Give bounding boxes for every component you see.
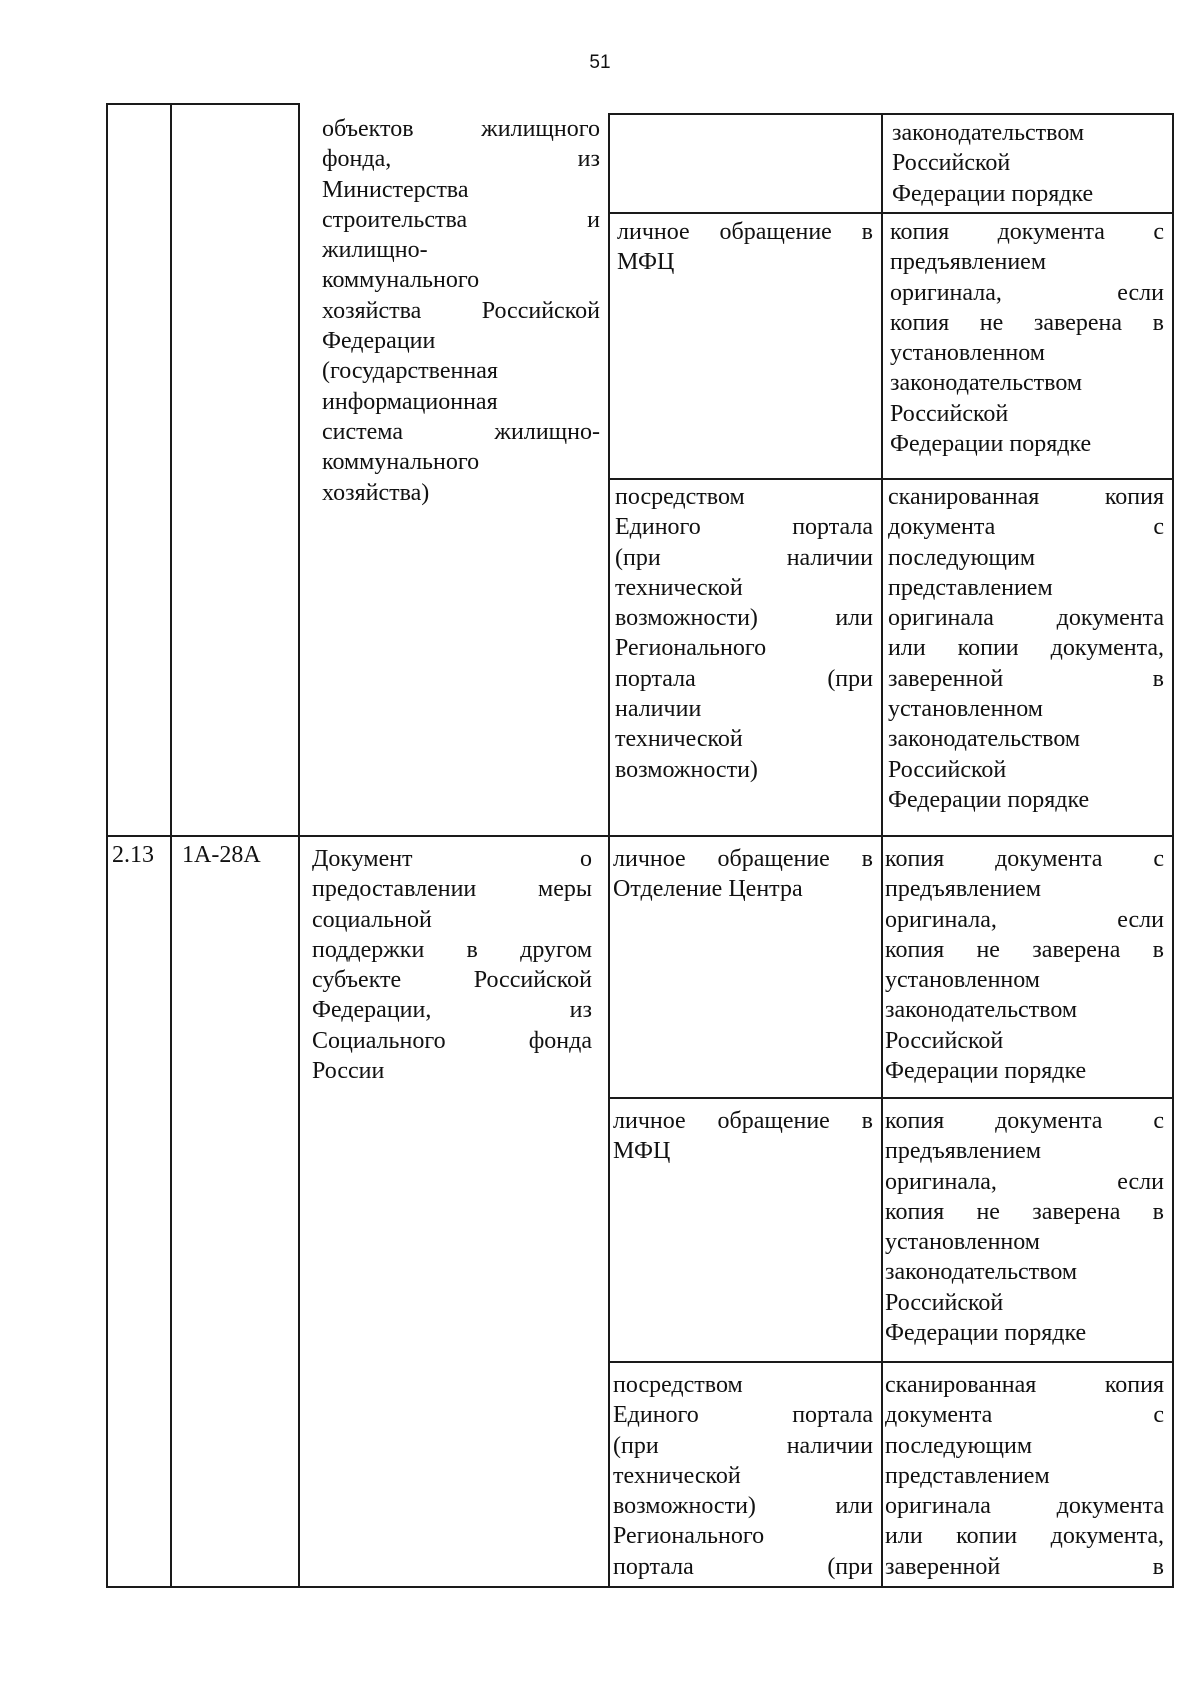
text-line: или копии документа,	[885, 1523, 1164, 1550]
text-line: копия не заверена в	[885, 936, 1164, 963]
text-line: законодательством	[885, 997, 1078, 1024]
text-line: Документ о	[312, 846, 592, 872]
page-number: 51	[589, 52, 611, 73]
text-line: или копии документа,	[888, 635, 1164, 662]
row2-form-1	[885, 844, 1164, 1086]
text-line: Федерации	[322, 328, 436, 355]
text-line: копия документа с	[885, 846, 1164, 872]
text-line: предъявлением	[885, 876, 1042, 903]
text-line: документа с	[885, 1402, 1164, 1429]
text-line: фонда, из	[322, 146, 600, 173]
text-line: технической	[613, 1462, 741, 1489]
text-line: оригинала, если	[885, 906, 1164, 933]
text-line: информационная	[322, 388, 498, 415]
row2-method-2	[613, 1106, 873, 1167]
text-line: сканированная копия	[888, 484, 1164, 510]
text-line: Социального фонда	[312, 1027, 592, 1054]
table-top-border-right	[608, 113, 1174, 115]
row1-method-3	[615, 482, 873, 785]
text-line: Российской	[892, 150, 1011, 177]
text-line: Федерации порядке	[885, 1058, 1087, 1085]
text-line: оригинала, если	[885, 1168, 1164, 1195]
text-line: законодательством	[885, 1259, 1078, 1286]
text-line: Федерации, из	[312, 997, 592, 1024]
text-line: копия документа с	[890, 219, 1164, 245]
text-line: МФЦ	[613, 1138, 671, 1165]
text-line: заверенной в	[885, 1553, 1164, 1580]
table-col-divider-3	[608, 113, 610, 1587]
table-top-border-left	[106, 103, 298, 105]
text-line: коммунального	[322, 267, 480, 294]
text-line: копия не заверена в	[890, 309, 1164, 336]
text-line: личное обращение в	[613, 1108, 873, 1134]
text-line: Министерства	[322, 176, 469, 203]
row1-form-1	[892, 118, 1164, 209]
text-line: сканированная копия	[885, 1372, 1164, 1398]
text-line: законодательством	[890, 370, 1083, 397]
text-line: установленном	[885, 1229, 1040, 1256]
row-divider	[106, 835, 1174, 837]
text-line: наличии	[615, 696, 702, 723]
text-line: хозяйства Российской	[322, 297, 600, 324]
text-line: законодательством	[892, 120, 1085, 146]
text-line: МФЦ	[617, 249, 675, 276]
row2-method-3	[613, 1370, 873, 1582]
text-line: жилищно-	[322, 237, 428, 264]
row2-code: 1А-28А	[182, 842, 261, 868]
text-line: социальной	[312, 906, 432, 933]
text-line: Российской	[885, 1027, 1004, 1054]
text-line: установленном	[888, 696, 1043, 723]
text-line: возможности) или	[613, 1493, 873, 1520]
table-bottom-border	[106, 1586, 1174, 1588]
table-col-divider-2	[298, 103, 300, 1587]
text-line: предъявлением	[885, 1138, 1042, 1165]
text-line: оригинала документа	[888, 605, 1164, 632]
text-line: технической	[615, 574, 743, 601]
row2-form-3	[885, 1370, 1164, 1582]
table-border-left	[106, 103, 108, 1587]
row1-form-2	[890, 217, 1164, 459]
text-line: Российской	[885, 1289, 1004, 1316]
text-line: Федерации порядке	[892, 180, 1094, 207]
text-line: Регионального	[615, 635, 767, 662]
text-line: Российской	[888, 756, 1007, 783]
row2-document-name	[312, 844, 592, 1086]
text-line: возможности)	[615, 756, 758, 783]
text-line: копия документа с	[885, 1108, 1164, 1134]
text-line: Федерации порядке	[890, 431, 1092, 458]
text-line: портала (при	[613, 1553, 873, 1580]
text-line: система жилищно-	[322, 418, 600, 445]
text-line: Регионального	[613, 1523, 765, 1550]
text-line: документа с	[888, 514, 1164, 541]
row1-method1-divider	[608, 212, 1174, 214]
text-line: портала (при	[615, 665, 873, 692]
row1-document-name	[322, 114, 600, 508]
text-line: личное обращение в	[617, 219, 873, 245]
text-line: личное обращение в	[613, 846, 873, 872]
text-line: последующим	[885, 1432, 1033, 1459]
row2-method1-divider	[608, 1097, 1174, 1099]
text-line: последующим	[888, 544, 1036, 571]
text-line: субъекте Российской	[312, 967, 592, 994]
text-line: предоставлении меры	[312, 876, 592, 903]
row1-method-2	[617, 217, 873, 278]
text-line: посредством	[615, 484, 745, 510]
text-line: Федерации порядке	[888, 786, 1090, 813]
text-line: представлением	[885, 1462, 1050, 1489]
text-line: установленном	[890, 340, 1045, 367]
text-line: (при наличии	[613, 1432, 873, 1459]
text-line: хозяйства)	[322, 479, 430, 506]
table-border-right	[1172, 113, 1174, 1587]
text-line: установленном	[885, 967, 1040, 994]
text-line: предъявлением	[890, 249, 1047, 276]
text-line: копия не заверена в	[885, 1198, 1164, 1225]
text-line: коммунального	[322, 449, 480, 476]
text-line: технической	[615, 726, 743, 753]
row2-method-1	[613, 844, 873, 905]
text-line: строительства и	[322, 206, 600, 233]
text-line: Единого портала	[615, 514, 873, 541]
row1-form-3	[888, 482, 1164, 815]
text-line: оригинала, если	[890, 279, 1164, 306]
table-col-divider-4	[881, 113, 883, 1587]
row2-number: 2.13	[112, 842, 154, 868]
row1-method2-divider	[608, 478, 1174, 480]
text-line: заверенной в	[888, 665, 1164, 692]
text-line: объектов жилищного	[322, 116, 600, 142]
text-line: оригинала документа	[885, 1493, 1164, 1520]
table-col-divider-1	[170, 103, 172, 1587]
text-line: (государственная	[322, 358, 498, 385]
row2-form-2	[885, 1106, 1164, 1348]
text-line: возможности) или	[615, 605, 873, 632]
text-line: Отделение Центра	[613, 876, 803, 903]
row2-method2-divider	[608, 1361, 1174, 1363]
text-line: поддержки в другом	[312, 936, 592, 963]
text-line: (при наличии	[615, 544, 873, 571]
text-line: посредством	[613, 1372, 743, 1398]
text-line: представлением	[888, 574, 1053, 601]
text-line: законодательством	[888, 726, 1081, 753]
text-line: Российской	[890, 400, 1009, 427]
text-line: Единого портала	[613, 1402, 873, 1429]
text-line: Федерации порядке	[885, 1320, 1087, 1347]
text-line: России	[312, 1058, 385, 1085]
